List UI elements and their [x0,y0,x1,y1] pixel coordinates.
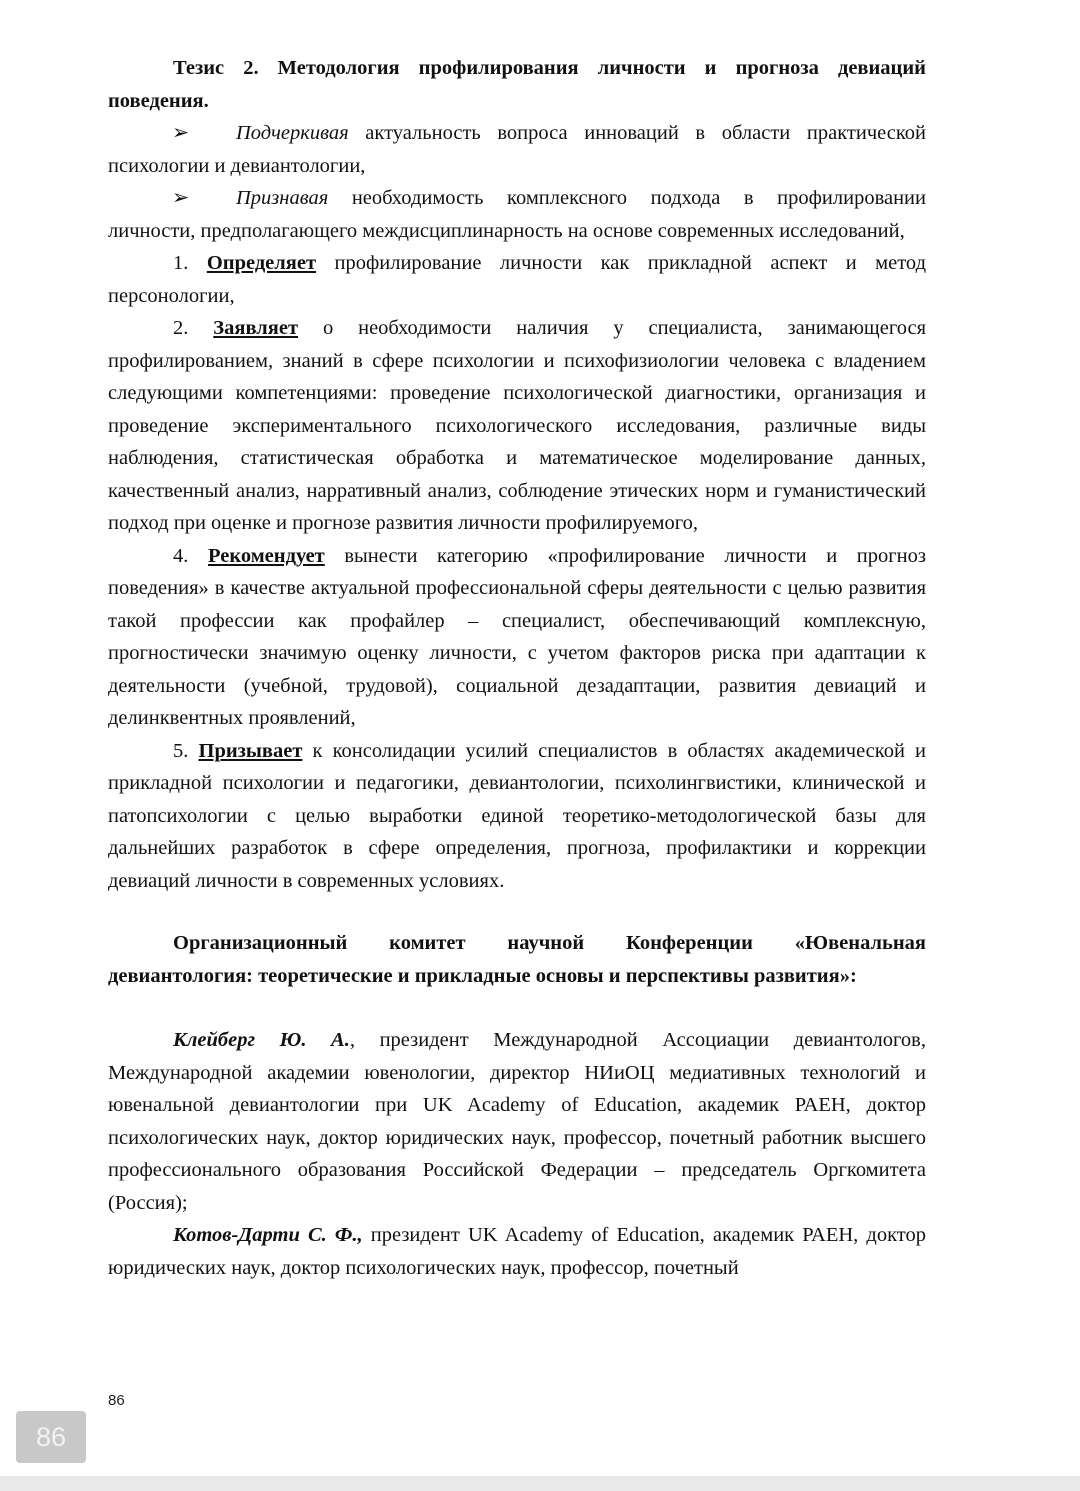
viewer-page-badge[interactable]: 86 [16,1411,86,1463]
bullet-text: необходимость комплексного подхода в профилировании личности, предполагающего междисциплинарность на основе современных исследований, [108,187,926,242]
bullet-lead: Признавая [236,187,329,209]
item-number: 4. [173,544,208,567]
spacer [108,897,926,927]
bullet-paragraph [108,182,926,247]
bullet-text: актуальность вопроса инноваций в области практической психологии и девиантологии, [108,122,926,177]
member-description: , президент Международной Ассоциации девиантологов, Международной академии ювенологии, директор НИиОЦ медиативных технологий и ювенальной девиантологии при UK Academy of Education, академик РАЕН, доктор психологических наук, доктор юридических наук, профессор, почетный работник высшего профессионального образования Российской Федерации – председатель Оргкомитета (Россия); [108,1029,926,1214]
thesis-title: Тезис 2. Методология профилирования личности и прогноза девиаций поведения. [108,57,926,112]
item-keyword: Рекомендует [207,544,325,567]
item-number: 2. [173,317,214,339]
numbered-item [108,540,926,735]
arrow-bullet-icon: ➢ [172,122,190,144]
item-number: 5. [173,739,199,762]
page-number: 86 [108,1392,125,1409]
member-name: Клейберг Ю. А. [173,1029,350,1051]
committee-member [108,1024,926,1219]
document-page [108,52,926,1284]
item-text: к консолидации усилий специалистов в областях академической и прикладной психологии и педагогики, девиантологии, психолингвистики, клинической и патопсихологии с целью выработки единой теоретико-методологической базы для дальнейших разработок в сфере определения, прогноза, профилактики и коррекции девиаций личности в современных условиях. [108,739,927,892]
bullet-lead: Подчеркивая [236,122,349,144]
item-text: вынести категорию «профилирование личности и прогноз поведения» в качестве актуальной профессиональной сферы деятельности с целью развития такой профессии как профайлер – специалист, обеспечивающий комплексную, прогностически значимую оценку личности, с учетом факторов риска при адаптации к деятельности (учебной, трудовой), социальной дезадаптации, развития девиаций и делинквентных проявлений, [108,544,926,729]
item-number: 1. [173,252,207,274]
item-text: о необходимости наличия у специалиста, занимающегося профилированием, знаний в сфере психологии и психофизиологии человека с владением следующими компетенциями: проведение психологической диагностики, организация и проведение экспериментального психологического исследования, различные виды наблюдения, статистическая обработка и математическое моделирование данных, качественный анализ, нарративный анализ, соблюдение этических норм и гуманистический подход при оценке и прогнозе развития личности профилируемого, [108,317,927,534]
numbered-item [108,312,926,540]
item-text: профилирование личности как прикладной аспект и метод персонологии, [108,252,926,307]
bullet-paragraph [108,117,926,182]
numbered-item [108,735,926,898]
member-description: президент UK Academy of Education, академик РАЕН, доктор юридических наук, доктор психологических наук, профессор, почетный [108,1224,926,1279]
item-keyword: Определяет [206,252,317,274]
org-committee-title: Организационный комитет научной Конференции «Ювенальная девиантология: теоретические и прикладные основы и перспективы развития»: [108,932,926,987]
item-keyword: Призывает [198,739,303,762]
numbered-item [108,247,926,312]
member-name: Котов-Дарти С. Ф., [173,1224,363,1246]
spacer [108,992,926,1024]
committee-member [108,1219,926,1284]
viewer-bottom-bar [0,1476,1080,1491]
arrow-bullet-icon: ➢ [172,187,190,209]
item-keyword: Заявляет [213,317,299,339]
